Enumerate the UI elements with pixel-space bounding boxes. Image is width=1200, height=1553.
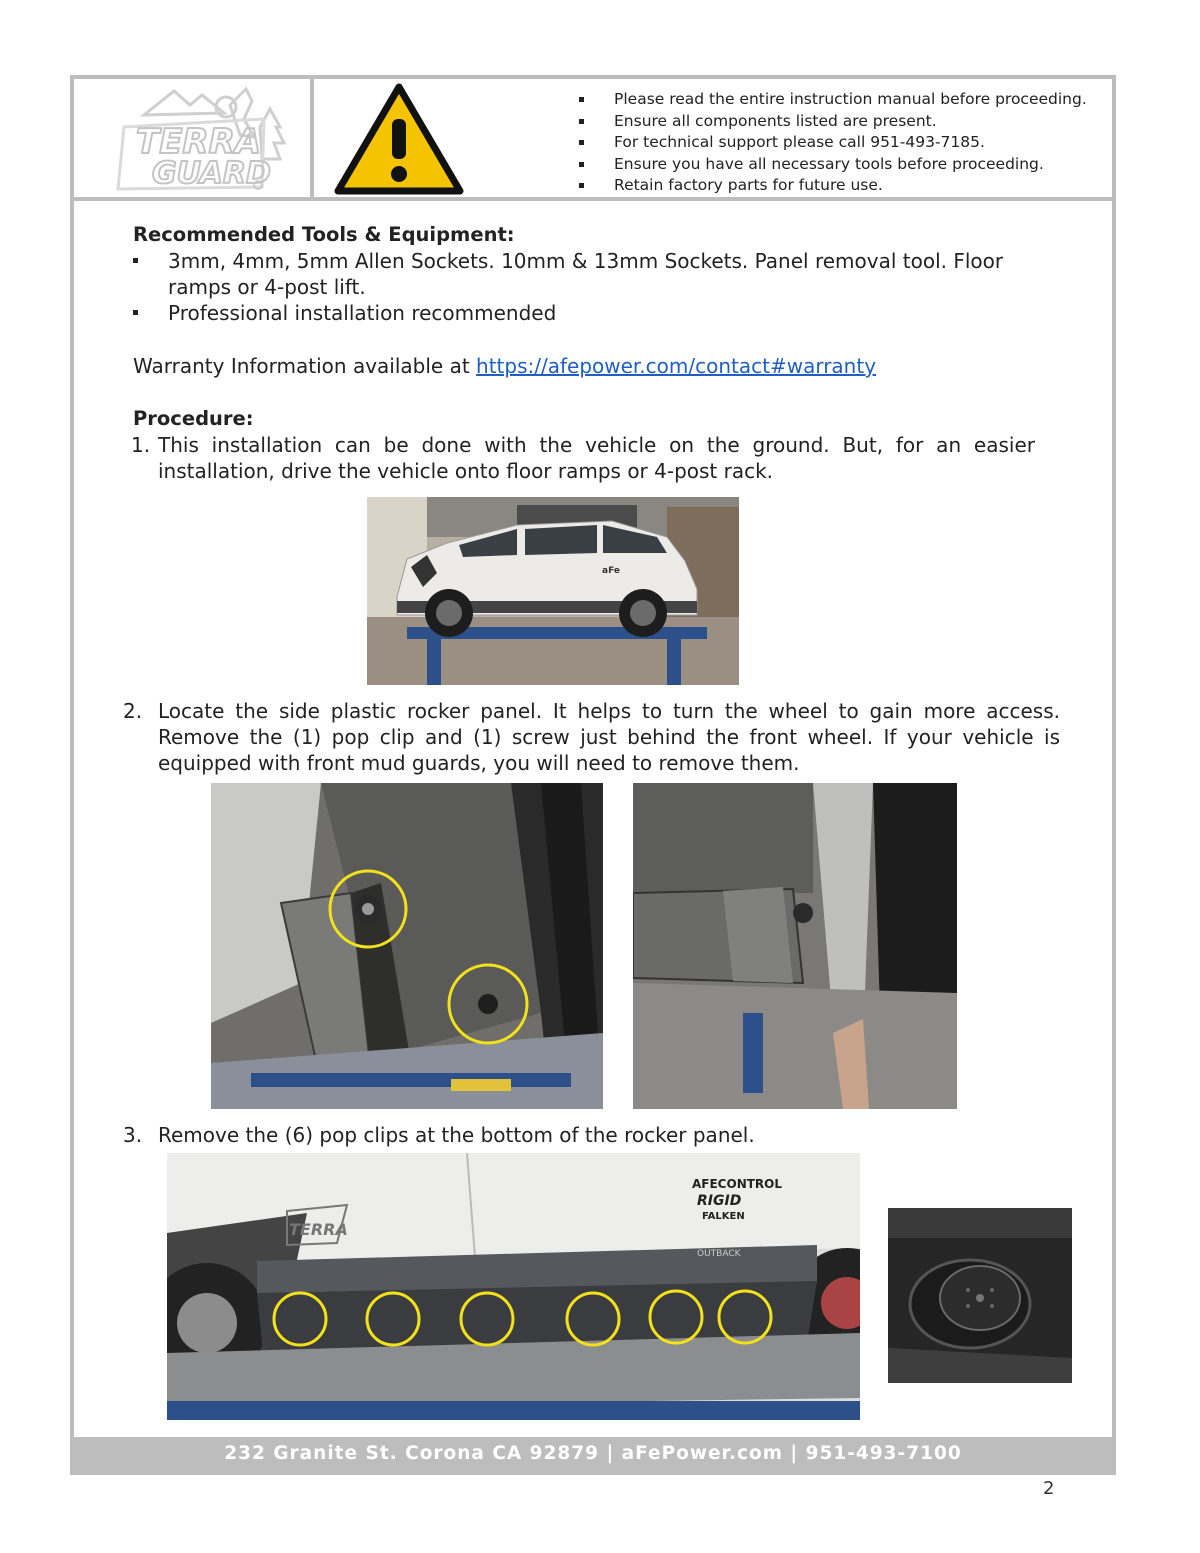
note-item: For technical support please call 951-493-7185. bbox=[579, 132, 1087, 154]
note-item: Retain factory parts for future use. bbox=[579, 175, 1087, 197]
warranty-text: Warranty Information available at bbox=[133, 354, 477, 378]
tools-item: Professional installation recommended bbox=[133, 300, 1035, 326]
tools-item: 3mm, 4mm, 5mm Allen Sockets. 10mm & 13mm Sockets. Panel removal tool. Floor ramps or 4-post lift. bbox=[133, 248, 1035, 300]
step-1 bbox=[133, 432, 1035, 484]
note-item: Please read the entire instruction manual before proceeding. bbox=[579, 89, 1087, 111]
note-item: Ensure all components listed are present. bbox=[579, 111, 1087, 133]
tools-list bbox=[133, 248, 1035, 326]
procedure-heading: Procedure: bbox=[133, 407, 254, 430]
step-number: 3. bbox=[123, 1123, 143, 1147]
header bbox=[74, 79, 1112, 201]
page-number: 2 bbox=[1043, 1478, 1055, 1499]
step-3 bbox=[123, 1122, 1060, 1148]
svg-text:RIGID: RIGID bbox=[697, 1193, 742, 1209]
svg-text:FALKEN: FALKEN bbox=[702, 1211, 745, 1222]
photo-wheel-well-fasteners bbox=[211, 783, 603, 1109]
step-text: Remove the (6) pop clips at the bottom of the rocker panel. bbox=[158, 1123, 755, 1147]
photo-car-on-lift bbox=[367, 497, 739, 685]
svg-text:TERRA: TERRA bbox=[136, 122, 262, 162]
step-number: 2. bbox=[123, 699, 143, 723]
photo-rocker-panel-clips bbox=[167, 1153, 860, 1420]
terraguard-logo bbox=[74, 79, 314, 197]
svg-text:AFECONTROL: AFECONTROL bbox=[692, 1177, 783, 1191]
warranty-link[interactable]: https://afepower.com/contact#warranty bbox=[476, 354, 877, 378]
warning-icon bbox=[314, 79, 484, 197]
tools-heading: Recommended Tools & Equipment: bbox=[133, 223, 515, 246]
svg-text:TERRA: TERRA bbox=[289, 1220, 348, 1239]
photo-pop-clip-closeup bbox=[888, 1208, 1072, 1383]
svg-text:GUARD: GUARD bbox=[152, 156, 271, 191]
svg-text:OUTBACK: OUTBACK bbox=[697, 1249, 741, 1259]
main-content bbox=[133, 222, 1035, 484]
step-2 bbox=[123, 698, 1060, 776]
photo-mud-guard bbox=[633, 783, 957, 1109]
svg-text:aFe: aFe bbox=[602, 566, 620, 576]
step-text: Locate the side plastic rocker panel. It helps to turn the wheel to gain more access. Remove the (1) pop clip and (1) screw just behind the front wheel. If your vehicle is equipped with front mud guards, you will need to remove them. bbox=[158, 699, 1060, 775]
step-number: 1. bbox=[131, 433, 151, 457]
note-item: Ensure you have all necessary tools before proceeding. bbox=[579, 154, 1087, 176]
footer-contact: 232 Granite St. Corona CA 92879 | aFePower.com | 951-493-7100 bbox=[74, 1437, 1112, 1471]
warranty-line bbox=[133, 353, 1035, 379]
step-text: This installation can be done with the vehicle on the ground. But, for an easier installation, drive the vehicle onto floor ramps or 4-post rack. bbox=[158, 433, 1035, 483]
safety-notes bbox=[579, 89, 1087, 197]
